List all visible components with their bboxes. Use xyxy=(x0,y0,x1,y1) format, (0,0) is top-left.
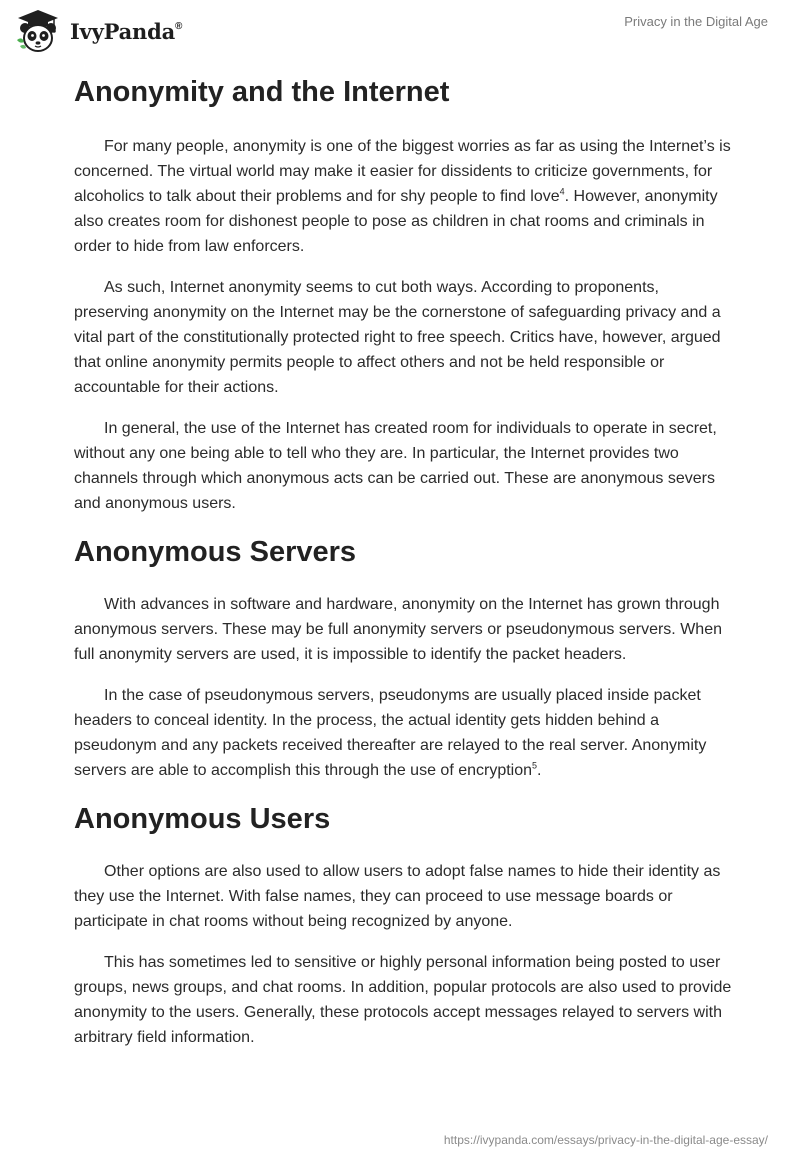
registered-mark: ® xyxy=(175,20,183,32)
footnote-ref[interactable]: 4 xyxy=(559,186,565,197)
paragraph: Other options are also used to allow users to adopt false names to hide their identity as they use the Internet. With false names, they can proceed to use message boards or participate in chat rooms without being recognized by anyone. xyxy=(74,863,721,930)
paragraph: For many people, anonymity is one of the biggest worries as far as using the Internet’s is concerned. The virtual world may make it easier for dissidents to criticize governments, for alcoholics to talk about their problems and for shy people to find love$^4$. However, anonymity also creates room for dishonest people to pose as children in chat rooms and criminals in order to hide from law enforcers. xyxy=(74,138,731,255)
ivypanda-logo[interactable] xyxy=(14,8,182,54)
panda-graduate-icon xyxy=(14,8,62,54)
paragraph: This has sometimes led to sensitive or highly personal information being posted to user groups, news groups, and chat rooms. In addition, popular protocols are also used to provide anonymity to the users. Generally, these protocols accept messages relayed to servers with arbitrary field information. xyxy=(74,954,732,1046)
page-header xyxy=(0,0,800,60)
brand-name: IvyPanda® xyxy=(70,18,183,44)
section-heading: Anonymous Servers xyxy=(74,536,357,568)
paragraph: With advances in software and hardware, anonymity on the Internet has grown through anonymous servers. These may be full anonymity servers or pseudonymous servers. When full anonymity servers are used, it is impossible to identify the packet headers. xyxy=(74,596,722,663)
document-title: Privacy in the Digital Age xyxy=(624,14,768,29)
section-heading: Anonymous Users xyxy=(74,803,331,835)
section-heading: Anonymity and the Internet xyxy=(74,76,450,108)
paragraph: In general, the use of the Internet has created room for individuals to operate in secret, without any one being able to tell who they are. In particular, the Internet provides two channels through which anonymous acts can be carried out. These are anonymous severs and anonymous users. xyxy=(74,420,717,512)
essay-body xyxy=(74,68,734,1050)
paragraph: In the case of pseudonymous servers, pseudonyms are usually placed inside packet headers to conceal identity. In the process, the actual identity gets hidden behind a pseudonym and any packets received thereafter are relayed to the real server. Anonymity servers are able to accomplish this through the use of encryption$^5$. xyxy=(74,687,707,779)
paragraph: As such, Internet anonymity seems to cut both ways. According to proponents, preserving anonymity on the Internet may be the cornerstone of safeguarding privacy and a vital part of the constitutionally protected right to free speech. Critics have, however, argued that online anonymity permits people to affect others and not be held responsible or accountable for their actions. xyxy=(74,279,721,396)
footnote-ref[interactable]: 5 xyxy=(532,760,538,771)
source-url[interactable]: https://ivypanda.com/essays/privacy-in-the-digital-age-essay/ xyxy=(443,1133,768,1147)
